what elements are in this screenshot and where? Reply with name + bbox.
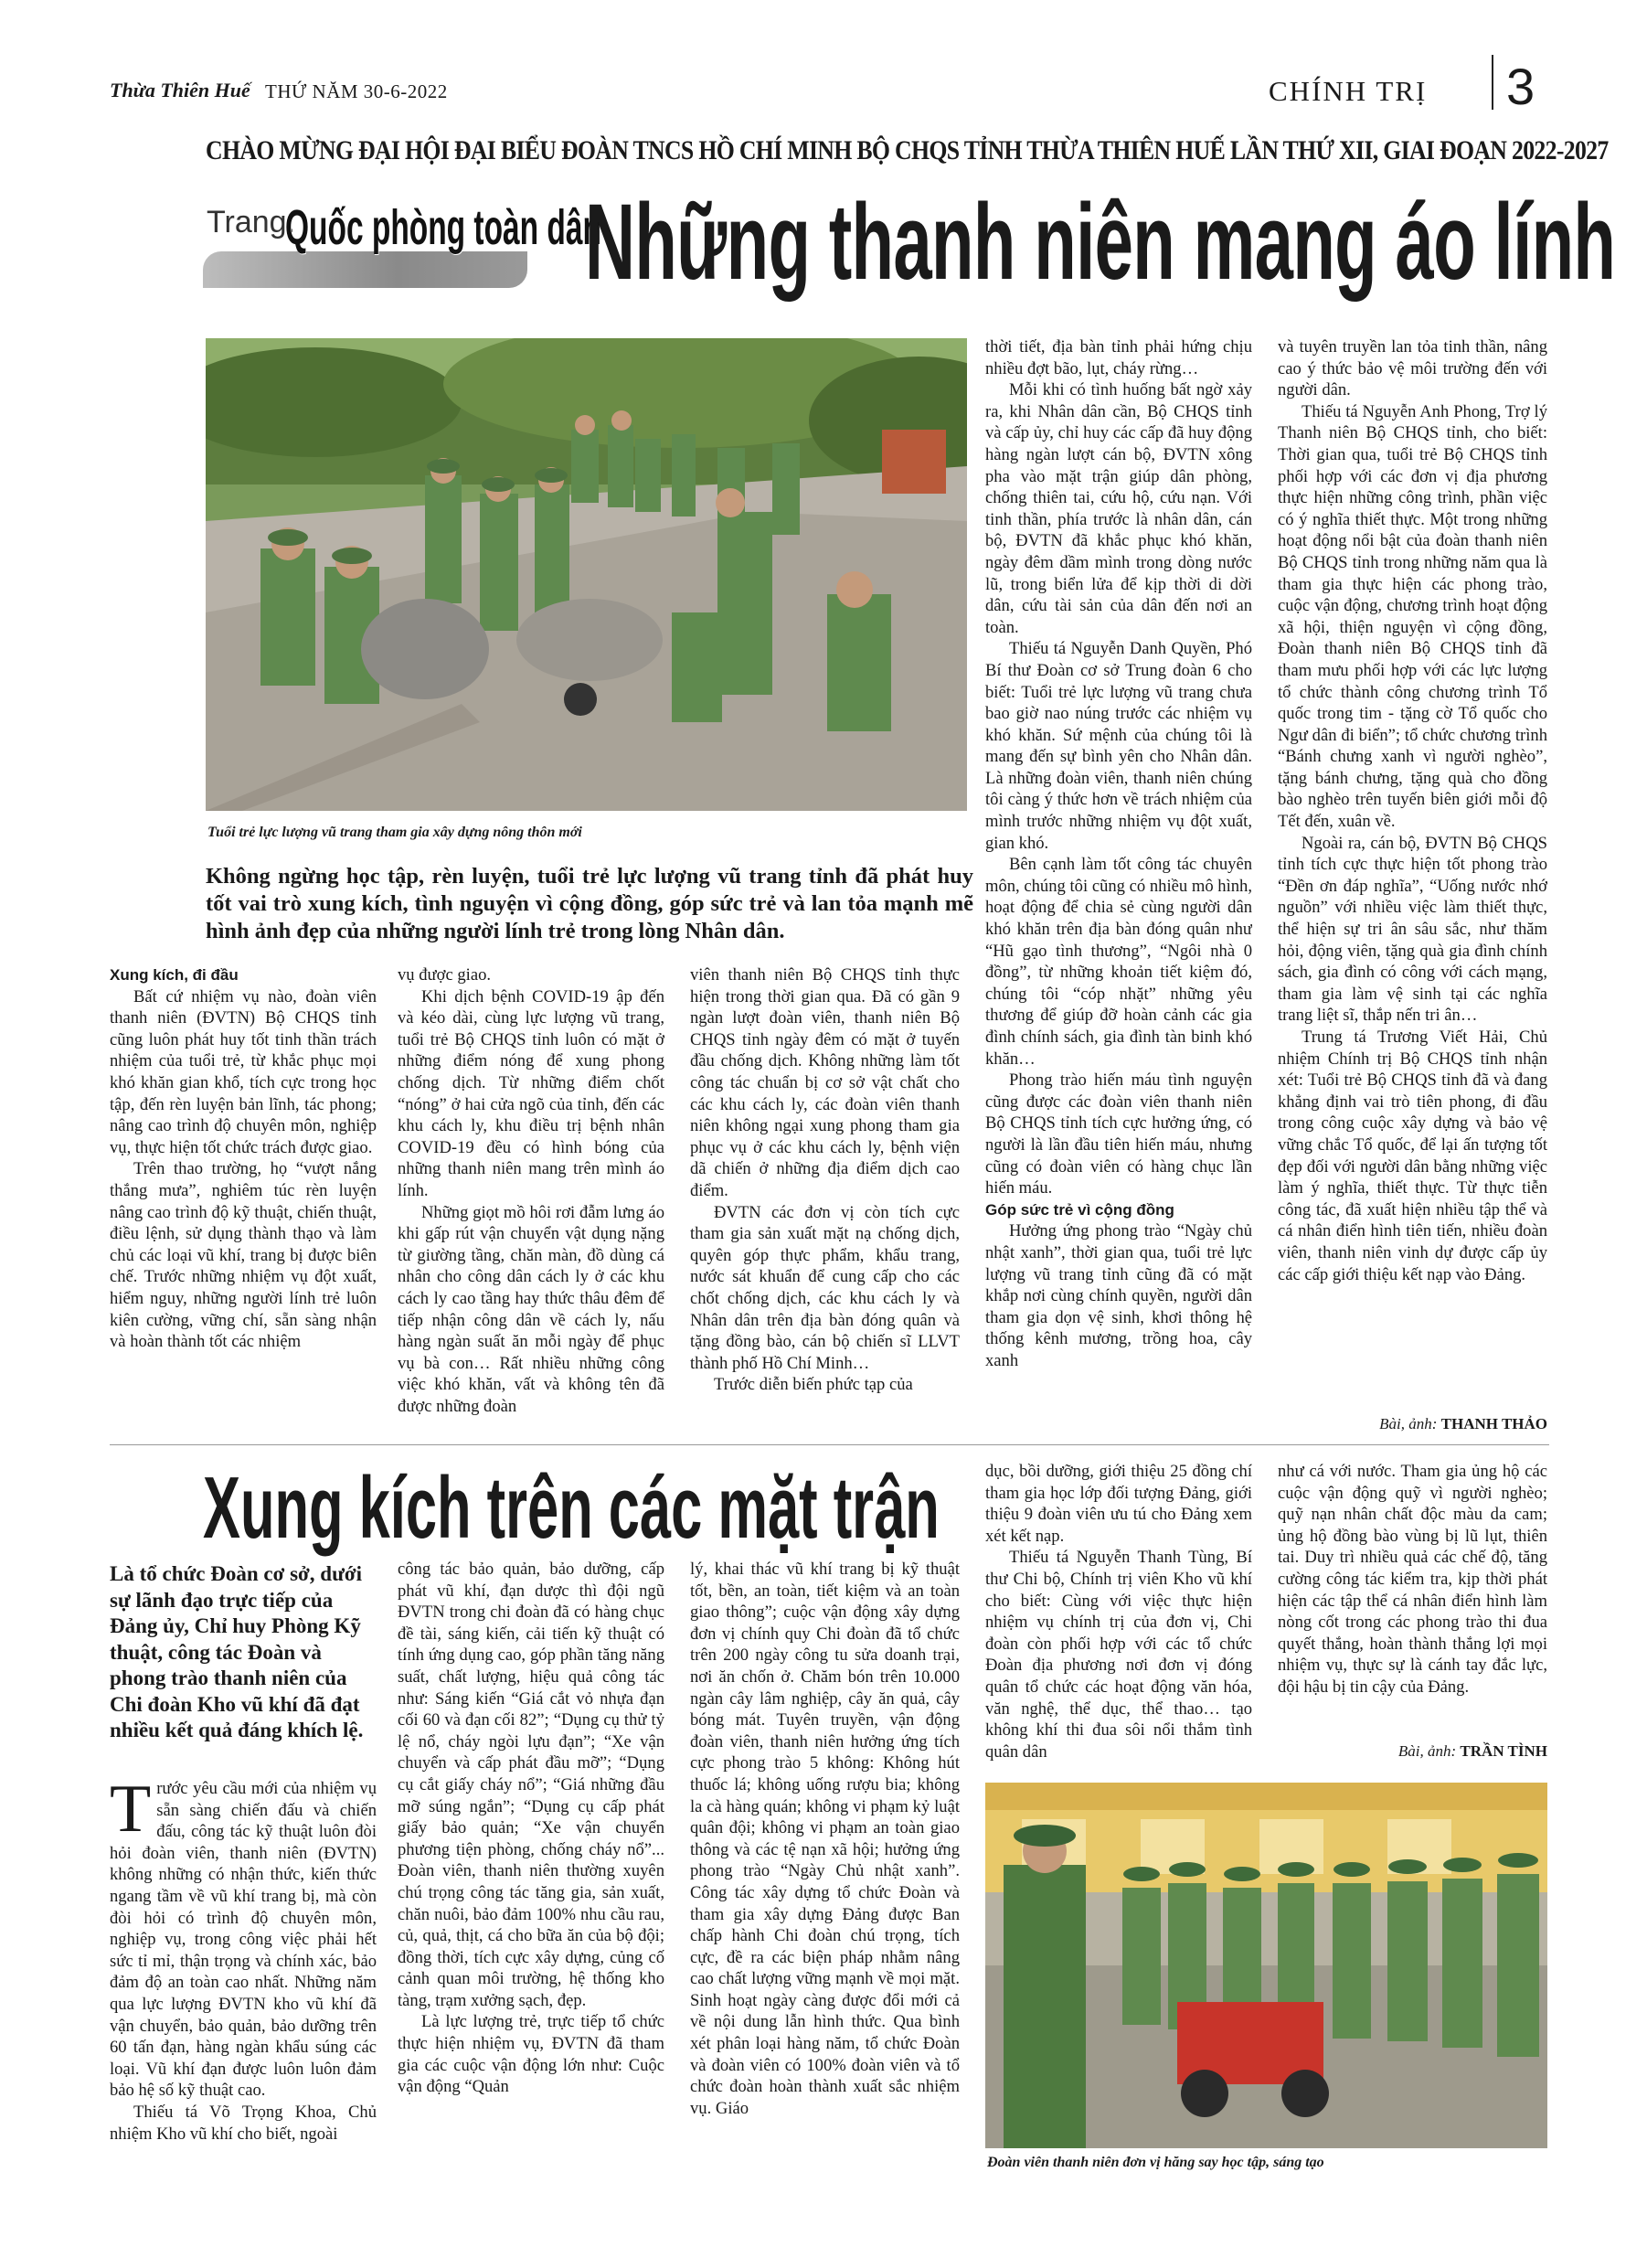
paragraph-text: rước yêu cầu mới của nhiệm vụ sẵn sàng chiến đấu và chiến đấu, công tác kỹ thuật luôn đòi hỏi đoàn viên, thanh niên (ĐVTN) không những có nhận thức, kiến thức ngang tầm về vũ khí trang bị, mà còn đòi hỏi có trình độ chuyên môn, nghiệp vụ, trong công việc phải hết sức tỉ mỉ, thận trọng và chính xác, bảo đảm độ an toàn cao nhất. Những năm qua lực lượng ĐVTN kho vũ khí đã vận chuyển, bảo quản, bảo dưỡng trên 60 tấn đạn, hàng ngàn khẩu súng các loại. Vũ khí đạn được luôn luôn đảm bảo hệ số kỹ thuật cao. [110, 1779, 377, 2101]
article1-credit [1278, 1415, 1547, 1433]
page-label [203, 192, 601, 302]
page-label-prefix: Trang: [207, 205, 296, 240]
credit-name: TRẦN TÌNH [1460, 1742, 1547, 1760]
article2-column-4 [985, 1461, 1252, 1762]
paragraph: Là lực lượng trẻ, trực tiếp tổ chức thực hiện nhiệm vụ, ĐVTN đã tham gia các cuộc vận động lớn như: Cuộc vận động “Quản [398, 2012, 664, 2097]
article2-column-3 [690, 1559, 960, 2189]
dropcap: T [110, 1778, 152, 1847]
paragraph [110, 1778, 377, 2102]
article2-column-2 [398, 1559, 664, 2189]
article1-headline: Những thanh niên mang áo lính [585, 182, 1616, 303]
article1-photo-caption: Tuổi trẻ lực lượng vũ trang tham gia xây dựng nông thôn mới [207, 825, 582, 840]
paragraph: Trên thao trường, họ “vượt nắng thắng mưa”, nghiêm túc rèn luyện nâng cao trình độ kỹ thuật, chiến thuật, điều lệnh, sử dụng thành thạo và làm chủ các loại vũ khí, trang bị được biên chế. Trước những nhiệm vụ đột xuất, hiểm nguy, những người lính trẻ luôn kiên cường, vững chí, sẵn sàng nhận và hoàn thành tốt các nhiệm [110, 1159, 377, 1352]
credit-label: Bài, ảnh: [1379, 1415, 1438, 1432]
article1-lead: Không ngừng học tập, rèn luyện, tuổi trẻ lực lượng vũ trang tỉnh đã phát huy tốt vai trò xung kích, tình nguyện vì cộng đồng, góp sức trẻ và lan tỏa mạnh mẽ hình ảnh đẹp của những người lính trẻ trong lòng Nhân dân. [206, 864, 973, 943]
paragraph: viên thanh niên Bộ CHQS tỉnh thực hiện trong thời gian qua. Đã có gần 9 ngàn lượt đoàn viên, thanh niên Bộ CHQS tỉnh ngày đêm có mặt ở tuyến đầu chống dịch. Không những làm tốt công tác chuẩn bị cơ sở vật chất cho các khu cách ly, các đoàn viên thanh niên không ngại xung phong tham gia phục vụ ở các khu cách ly, bệnh viện dã chiến ở những địa điểm dịch cao điểm. [690, 965, 960, 1200]
article1-column-3 [690, 964, 960, 1440]
paragraph: dục, bồi dưỡng, giới thiệu 25 đồng chí tham gia học lớp đối tượng Đảng, giới thiệu 9 đoàn viên ưu tú cho Đảng xem xét kết nạp. [985, 1462, 1252, 1546]
article1-photo [206, 338, 967, 811]
paragraph: Khi dịch bệnh COVID-19 ập đến và kéo dài, cùng lực lượng vũ trang, tuổi trẻ Bộ CHQS tỉnh luôn có mặt ở những điểm nóng để xung phong chống dịch. Từ những điểm chốt “nóng” ở hai cửa ngõ của tỉnh, đến các khu cách ly, khu điều trị bệnh nhân COVID-19 đều có hình bóng của những thanh niên mang trên mình áo lính. [398, 986, 664, 1200]
article2-column-1 [110, 1778, 377, 2189]
subhead-gop-suc-tre: Góp sức trẻ vì cộng đồng [985, 1200, 1174, 1219]
paragraph: Mỗi khi có tình huống bất ngờ xảy ra, khi Nhân dân cần, Bộ CHQS tỉnh và cấp ủy, chỉ huy các cấp đã huy động hàng ngàn lượt cán bộ, ĐVTN xông pha vào mặt trận giúp dân phòng, chống thiên tai, cứu hộ, cứu nạn. Với tinh thần, phía trước là nhân dân, cán bộ, ĐVTN đã khắc phục khó khăn, ngày đêm dầm mình trong dòng nước lũ, trong biển lửa để kịp thời di dời dân, cứu tài sản của dân đến nơi an toàn. [985, 380, 1252, 637]
credit-label: Bài, ảnh: [1397, 1742, 1457, 1760]
paper-name: Thừa Thiên Huế [110, 79, 250, 101]
paragraph: Bất cứ nhiệm vụ nào, đoàn viên thanh niên (ĐVTN) Bộ CHQS tỉnh cũng luôn phát huy tốt tinh thần trách nhiệm của tuổi trẻ, từ khắc phục mọi khó khăn gian khổ, tích cực trong học tập, đến rèn luyện bản lĩnh, tác phong; nâng cao trình độ chuyên môn, nghiệp vụ, thực hiện tốt chức trách được giao. [110, 986, 377, 1157]
congress-banner: CHÀO MỪNG ĐẠI HỘI ĐẠI BIỂU ĐOÀN TNCS HỒ CHÍ MINH BỘ CHQS TỈNH THỪA THIÊN HUẾ LẦN THỨ XII, GIAI ĐOẠN 2022-2027 [206, 135, 1609, 165]
soldiers-studying-image [985, 1783, 1547, 2148]
page-label-name: Quốc phòng toàn dân [285, 200, 601, 255]
article2-credit [1278, 1742, 1547, 1761]
paragraph: Trung tá Trương Viết Hải, Chủ nhiệm Chính trị Bộ CHQS tỉnh nhận xét: Tuổi trẻ Bộ CHQS tỉnh đã và đang khẳng định vai trò tiên phong, đi đầu trong công cuộc xây dựng và bảo vệ vững chắc Tổ quốc, để lại ấn tượng tốt đẹp đối với người dân bằng những việc làm ý nghĩa, thiết thực. Từ thực tiễn công tác, đã xuất hiện nhiều tập thể và cá nhân điển hình tiên tiến, nhiều đoàn viên, thanh niên vinh dự được cấp ủy các cấp giới thiệu kết nạp vào Đảng. [1278, 1028, 1547, 1284]
page-number: 3 [1506, 58, 1535, 115]
paragraph: và tuyên truyền lan tỏa tinh thần, nâng cao ý thức bảo vệ môi trường đến với người dân. [1278, 337, 1547, 400]
paragraph: Trước diễn biến phức tạp của [714, 1375, 913, 1395]
soldiers-building-road-image [206, 338, 967, 811]
article2-lead: Là tổ chức Đoàn cơ sở, dưới sự lãnh đạo trực tiếp của Đảng ủy, Chỉ huy Phòng Kỹ thuật, công tác Đoàn và phong trào thanh niên của Chi đoàn Kho vũ khí đã đạt nhiều kết quả đáng khích lệ. [110, 1562, 364, 1741]
paragraph: vụ được giao. [398, 965, 492, 985]
page-label-bar [203, 251, 527, 288]
paragraph: lý, khai thác vũ khí trang bị kỹ thuật tốt, bền, an toàn, tiết kiệm và an toàn giao thông”; cuộc vận động xây dựng đơn vị chính quy Chi đoàn đã tổ chức trên 200 ngày công tu sửa doanh trại, nơi ăn chốn ở. Chăm bón trên 10.000 ngàn cây lâm nghiệp, cây ăn quả, cây bóng mát. Tuyên truyền, vận động đoàn viên, thanh niên hưởng ứng tích cực phong trào 5 không: Không hút thuốc lá; không uống rượu bia; không la cà hàng quán; không vi phạm kỷ luật quân đội; không vi phạm an toàn giao thông và các tệ nạn xã hội; hưởng ứng phong trào “Ngày Chủ nhật xanh”. Công tác xây dựng tổ chức Đoàn và tham gia xây dựng Đảng được Ban chấp hành Chi đoàn chú trọng, tích cực, đề ra các biện pháp nhằm nâng cao chất lượng vững mạnh về mọi mặt. Sinh hoạt ngày càng được đổi mới cả về nội dung lẫn hình thức. Qua bình xét phân loại hàng năm, tổ chức Đoàn và đoàn viên có 100% đoàn viên và tổ chức đoàn hoàn thành xuất sắc nhiệm vụ. Giáo [690, 1560, 960, 2118]
article2-column-5 [1278, 1461, 1547, 1735]
article1-column-1 [110, 964, 377, 1440]
paragraph: Những giọt mồ hôi rơi đẫm lưng áo khi gấp rút vận chuyển vật dụng nặng từ giường tầng, chăn màn, đồ dùng cá nhân cho công dân cách ly ở các khu cách ly cao tầng hay thức thâu đêm để tiếp nhận công dân về cách ly, nấu hàng ngàn suất ăn mỗi ngày để phục vụ bà con… Rất nhiều những công việc khó khăn, vất và không tên đã được những đoàn [398, 1202, 664, 1416]
paragraph: Thiếu tá Nguyễn Anh Phong, Trợ lý Thanh niên Bộ CHQS tỉnh, cho biết: Thời gian qua, tuổi trẻ Bộ CHQS tỉnh phối hợp với các đơn vị địa phương thực hiện những công trình, phần việc có ý nghĩa thiết thực. Một trong những hoạt động nổi bật của đoàn thanh niên Bộ CHQS tỉnh trong những năm qua là tham gia thực hiện các phong trào, cuộc vận động, chương trình hoạt động xã hội, thiện nguyện vì cộng đồng, Đoàn thanh niên Bộ CHQS tỉnh đã tham mưu phối hợp với các lực lượng tổ chức thành công chương trình Tổ quốc trong tim - tặng cờ Tổ quốc cho Ngư dân đi biển”; tổ chức chương trình “Bánh chưng xanh vì người nghèo”, tặng bánh chưng, tặng quà cho đồng bào nghèo trên tuyến biên giới mỗi độ Tết đến, xuân về. [1278, 401, 1547, 832]
section-name: CHÍNH TRỊ [1269, 75, 1428, 107]
article1-column-2 [398, 964, 664, 1440]
section-divider [1492, 55, 1493, 110]
paragraph: thời tiết, địa bàn tỉnh phải hứng chịu nhiều đợt bão, lụt, cháy rừng… [985, 337, 1252, 378]
article1-column-5 [1278, 336, 1547, 1397]
masthead [110, 58, 1554, 115]
paragraph: Phong trào hiến máu tình nguyện cũng được các đoàn viên thanh niên Bộ CHQS tỉnh tích cực hưởng ứng, có người là lần đầu tiên hiến máu, nhưng cũng có đoàn viên có hàng chục lần hiến máu. [985, 1070, 1252, 1198]
paragraph: công tác bảo quản, bảo dưỡng, cấp phát vũ khí, đạn dược thì đội ngũ ĐVTN trong chi đoàn đã có hàng chục đề tài, sáng kiến, cải tiến kỹ thuật có tính ứng dụng cao, góp phần tăng năng suất, chất lượng, hiệu quả công tác như: Sáng kiến “Giá cắt vỏ nhựa đạn cối 60 và đạn cối 82”; “Dụng cụ thử tỷ lệ nổ, cháy ngòi lựu đạn”; “Xe vận chuyển và cấp phát đầu mỡ”; “Dụng cụ cắt giấy cháy nổ”; “Giá những đầu mỡ súng ngắn”; “Dụng cụ cấp phát giấy bảo quản; “Xe vận chuyển phương tiện phòng, chống cháy nổ”... Đoàn viên, thanh niên thường xuyên chú trọng công tác tăng gia, sản xuất, chăn nuôi, bảo đảm 100% nhu cầu rau, củ, quả, thịt, cá cho bữa ăn của bộ đội; đồng thời, tích cực xây dựng, củng cố cảnh quan môi trường, hệ thống kho tàng, trạm xưởng sạch, đẹp. [398, 1560, 664, 2010]
subhead-xung-kich: Xung kích, đi đầu [110, 966, 239, 984]
article-divider [110, 1444, 1549, 1445]
article2-photo [985, 1783, 1547, 2148]
paragraph: ĐVTN các đơn vị còn tích cực tham gia sản xuất mặt nạ chống dịch, quyên góp thực phẩm, khẩu trang, nước sát khuẩn để cung cấp cho các chốt chống dịch, các khu cách ly và Nhân dân trên địa bàn đóng quân và tặng đồng bào, cán bộ chiến sĩ LLVT thành phố Hồ Chí Minh… [690, 1202, 960, 1373]
paragraph: như cá với nước. Tham gia ủng hộ các cuộc vận động quỹ vì người nghèo; quỹ nạn nhân chất độc màu da cam; ủng hộ đồng bào vùng bị lũ lụt, thiên tai. Duy trì nhiều quả các chế độ, tăng cường công tác kiểm tra, kịp thời phát hiện các tập thể cá nhân điển hình làm nòng cốt trong các phong trào thi đua quyết thắng, hoàn thành thắng lợi mọi nhiệm vụ, thực sự là cánh tay đắc lực, đội hậu bị tin cậy của Đảng. [1278, 1462, 1547, 1697]
article1-column-4 [985, 336, 1252, 1433]
paragraph: Hưởng ứng phong trào “Ngày chủ nhật xanh”, thời gian qua, tuổi trẻ lực lượng vũ trang tỉnh cũng đã có mặt khắp nơi cùng chính quyền, người dân tham gia dọn vệ sinh, khơi thông hệ thống kênh mương, trồng hoa, cây xanh [985, 1221, 1252, 1370]
paragraph: Bên cạnh làm tốt công tác chuyên môn, chúng tôi cũng có nhiều mô hình, hoạt động để chia sẻ cùng người dân khó khăn trên địa bàn đóng quân như “Hũ gạo tình thương”, “Ngôi nhà 0 đồng”, từ những khoản tiết kiệm đó, chúng tôi “cóp nhặt” những yêu thương để giúp đỡ hoàn cảnh các gia đình chính sách, gia đình tàn binh khó khăn… [985, 855, 1252, 1069]
paragraph: Ngoài ra, cán bộ, ĐVTN Bộ CHQS tỉnh tích cực thực hiện tốt phong trào “Đền ơn đáp nghĩa”, “Uống nước nhớ nguồn” với nhiều việc làm thiết thực, thể hiện sự tri ân sâu sắc, như thăm hỏi, động viên, tặng quà gia đình chính sách, gia đình có công với cách mạng, tham gia làm vệ sinh tại các nghĩa trang liệt sĩ, thắp nến tri ân… [1278, 833, 1547, 1026]
paragraph: Thiếu tá Nguyễn Danh Quyền, Phó Bí thư Đoàn cơ sở Trung đoàn 6 cho biết: Tuổi trẻ lực lượng vũ trang chưa bao giờ nao núng trước các nhiệm vụ khó khăn. Sứ mệnh của chúng tôi là mang đến sự bình yên cho Nhân dân. Là những đoàn viên, thanh niên chúng tôi càng ý thức hơn về trách nhiệm của mình trước những nhiệm vụ đột xuất, gian khó. [985, 639, 1252, 853]
article2-headline: Xung kích trên các mặt trận [203, 1459, 940, 1557]
article2-photo-caption: Đoàn viên thanh niên đơn vị hăng say học tập, sáng tạo [987, 2155, 1324, 2170]
paragraph: Thiếu tá Nguyễn Thanh Tùng, Bí thư Chi bộ, Chính trị viên Kho vũ khí cho biết: Cùng với việc thực hiện nhiệm vụ chính trị của đơn vị, Chi đoàn còn phối hợp với các tổ chức Đoàn địa phương nơi đơn vị đóng quân tổ chức các hoạt động văn hóa, văn nghệ, thể dục, thể thao… tạo không khí thi đua sôi nổi thắm tình quân dân [985, 1548, 1252, 1762]
issue-date: THỨ NĂM 30-6-2022 [265, 80, 448, 102]
credit-name: THANH THẢO [1440, 1415, 1547, 1432]
paragraph: Thiếu tá Võ Trọng Khoa, Chủ nhiệm Kho vũ khí cho biết, ngoài [110, 2102, 377, 2144]
